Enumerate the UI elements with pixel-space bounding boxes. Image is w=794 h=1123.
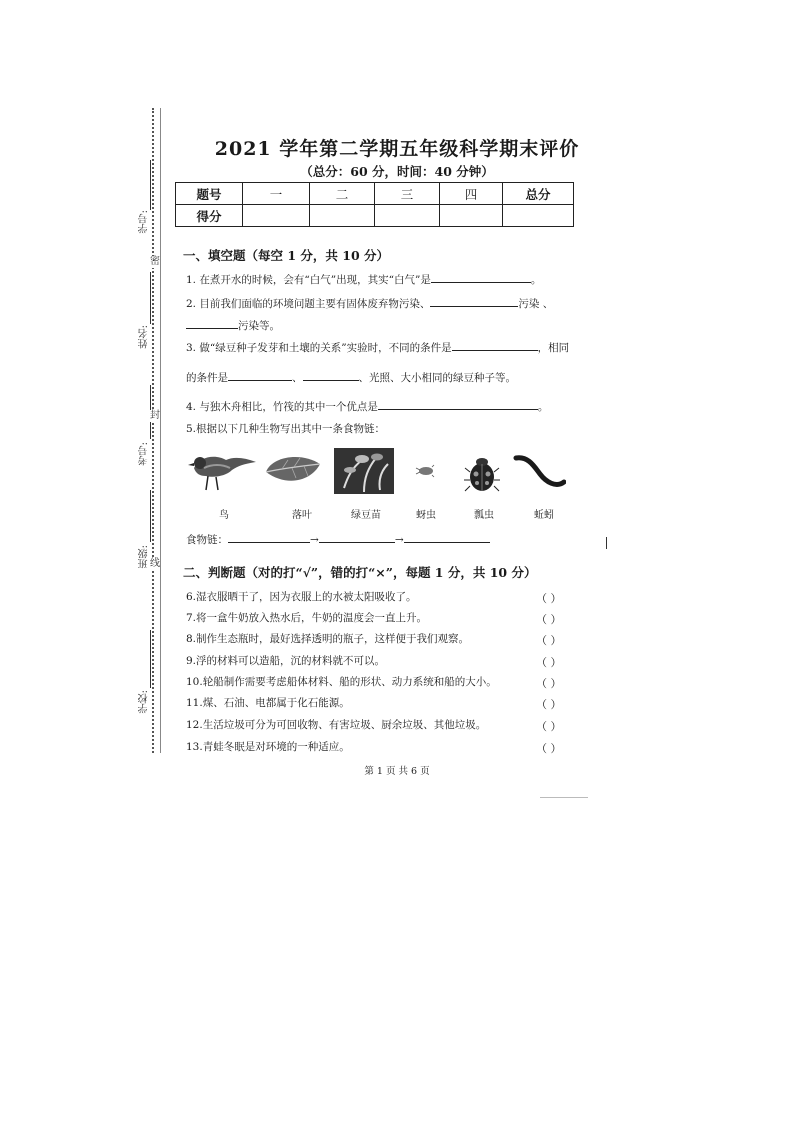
mung-bean-sprout-picture	[334, 448, 394, 494]
table-cell: 二	[310, 183, 375, 205]
judgement-item: 10.轮船制作需要考虑船体材料、船的形状、动力系统和船的大小。	[186, 676, 497, 688]
answer-parentheses[interactable]: （ ）	[536, 656, 562, 669]
question-3	[186, 340, 569, 355]
question-4	[186, 399, 548, 414]
fallen-leaf-picture	[262, 450, 324, 490]
question-3-line2	[186, 370, 516, 385]
judgement-item: 13.青蛙冬眠是对环境的一种适应。	[186, 741, 350, 753]
question-text: 3. 做“绿豆种子发芽和土壤的关系”实验时，不同的条件是	[186, 342, 452, 354]
food-chain-line	[186, 532, 490, 547]
arrow-icon: →	[310, 534, 319, 546]
food-chain-label: 食物链：	[186, 534, 228, 546]
question-2-line2	[186, 318, 280, 333]
organism-label: 蚯蚓	[534, 510, 554, 521]
judgement-item: 11.煤、石油、电都属于化石能源。	[186, 697, 350, 709]
score-table-score-row	[176, 205, 574, 227]
answer-parentheses[interactable]: （ ）	[536, 634, 562, 647]
seal-char-xian: 线	[150, 558, 160, 569]
question-text: 。	[530, 274, 542, 286]
seal-char-feng: 封	[150, 410, 160, 421]
answer-parentheses[interactable]: （ ）	[536, 592, 562, 605]
question-1	[186, 272, 541, 287]
seal-char-mi: 密	[150, 256, 160, 267]
arrow-icon: →	[394, 534, 404, 546]
aphid-picture	[412, 464, 438, 478]
answer-blank[interactable]	[228, 532, 310, 543]
answer-blank[interactable]	[303, 370, 359, 381]
score-input-cell[interactable]	[503, 205, 574, 227]
judgement-item: 8.制作生态瓶时，最好选择透明的瓶子，这样便于我们观察。	[186, 633, 470, 645]
table-cell: 得分	[176, 205, 243, 227]
answer-parentheses[interactable]: （ ）	[536, 720, 562, 733]
question-text: 2. 目前我们面临的环境问题主要有固体废弃物污染、	[186, 298, 431, 310]
judgement-item: 6.湿衣服晒干了，因为衣服上的水被太阳吸收了。	[186, 591, 417, 603]
answer-blank[interactable]	[378, 399, 538, 410]
margin-field-class: 班级:	[139, 545, 150, 569]
organism-label: 蚜虫	[416, 510, 436, 521]
question-text: 的条件是	[186, 372, 228, 384]
table-cell: 题号	[176, 183, 243, 205]
question-text: 。	[537, 401, 549, 413]
page-subtitle: （总分：60 分，时间：40 分钟）	[300, 164, 494, 179]
organism-label: 落叶	[292, 510, 312, 521]
organism-label: 绿豆苗	[351, 510, 381, 521]
table-cell: 四	[440, 183, 503, 205]
section-2-title: 二、判断题（对的打“√”，错的打“×”，每题 1 分，共 10 分）	[183, 565, 537, 580]
score-input-cell[interactable]	[243, 205, 310, 227]
score-table-header-row	[176, 183, 574, 205]
table-cell: 一	[243, 183, 310, 205]
question-text: 1. 在煮开水的时候，会有“白气”出现，其实“白气”是	[186, 274, 431, 286]
answer-parentheses[interactable]: （ ）	[536, 613, 562, 626]
table-cell: 总分	[503, 183, 574, 205]
earthworm-picture	[512, 452, 566, 492]
question-text: 污染等。	[238, 320, 280, 332]
judgement-item: 9.浮的材料可以造船，沉的材料就不可以。	[186, 655, 386, 667]
margin-blank-line	[150, 630, 151, 688]
page-title: 2021 学年第二学期五年级科学期末评价	[214, 138, 580, 160]
margin-field-school: 学校:	[139, 690, 150, 714]
organism-label: 瓢虫	[474, 510, 494, 521]
scan-speck	[540, 797, 588, 798]
judgement-item: 7.将一盒牛奶放入热水后，牛奶的温度会一直上升。	[186, 612, 428, 624]
ladybug-picture	[464, 452, 500, 494]
answer-parentheses[interactable]: （ ）	[536, 698, 562, 711]
answer-blank[interactable]	[186, 318, 238, 329]
question-text: 、光照、大小相同的绿豆种子等。	[358, 372, 516, 384]
margin-blank-line	[150, 272, 151, 324]
margin-blank-line	[150, 490, 151, 542]
answer-blank[interactable]	[404, 532, 490, 543]
binding-solid-line	[160, 108, 161, 753]
answer-blank[interactable]	[430, 296, 518, 307]
page-number: 第 1 页 共 6 页	[364, 766, 430, 777]
scan-edge-mark	[606, 537, 607, 549]
score-input-cell[interactable]	[310, 205, 375, 227]
judgement-item: 12.生活垃圾可分为可回收物、有害垃圾、厨余垃圾、其他垃圾。	[186, 719, 487, 731]
margin-field-student-number: 学号:	[139, 210, 150, 234]
margin-field-exam-number: 考号:	[139, 442, 150, 466]
question-text: 污染 、	[518, 298, 554, 310]
organism-label: 鸟	[219, 510, 229, 521]
answer-parentheses[interactable]: （ ）	[536, 742, 562, 755]
binding-dotted-line	[152, 108, 154, 753]
section-1-title: 一、填空题（每空 1 分，共 10 分）	[183, 248, 390, 263]
question-text: 4. 与独木舟相比，竹筏的其中一个优点是	[186, 401, 378, 413]
answer-blank[interactable]	[431, 272, 531, 283]
question-5: 5.根据以下几种生物写出其中一条食物链：	[186, 423, 386, 435]
question-text: ，相同	[537, 342, 570, 354]
question-2	[186, 296, 553, 311]
bird-picture	[186, 446, 258, 496]
answer-parentheses[interactable]: （ ）	[536, 677, 562, 690]
score-input-cell[interactable]	[440, 205, 503, 227]
answer-blank[interactable]	[319, 532, 395, 543]
table-cell: 三	[375, 183, 440, 205]
margin-field-name: 姓名:	[139, 325, 150, 349]
answer-blank[interactable]	[452, 340, 538, 351]
score-input-cell[interactable]	[375, 205, 440, 227]
question-text: 、	[292, 372, 303, 384]
answer-blank[interactable]	[228, 370, 292, 381]
score-table	[175, 182, 574, 227]
